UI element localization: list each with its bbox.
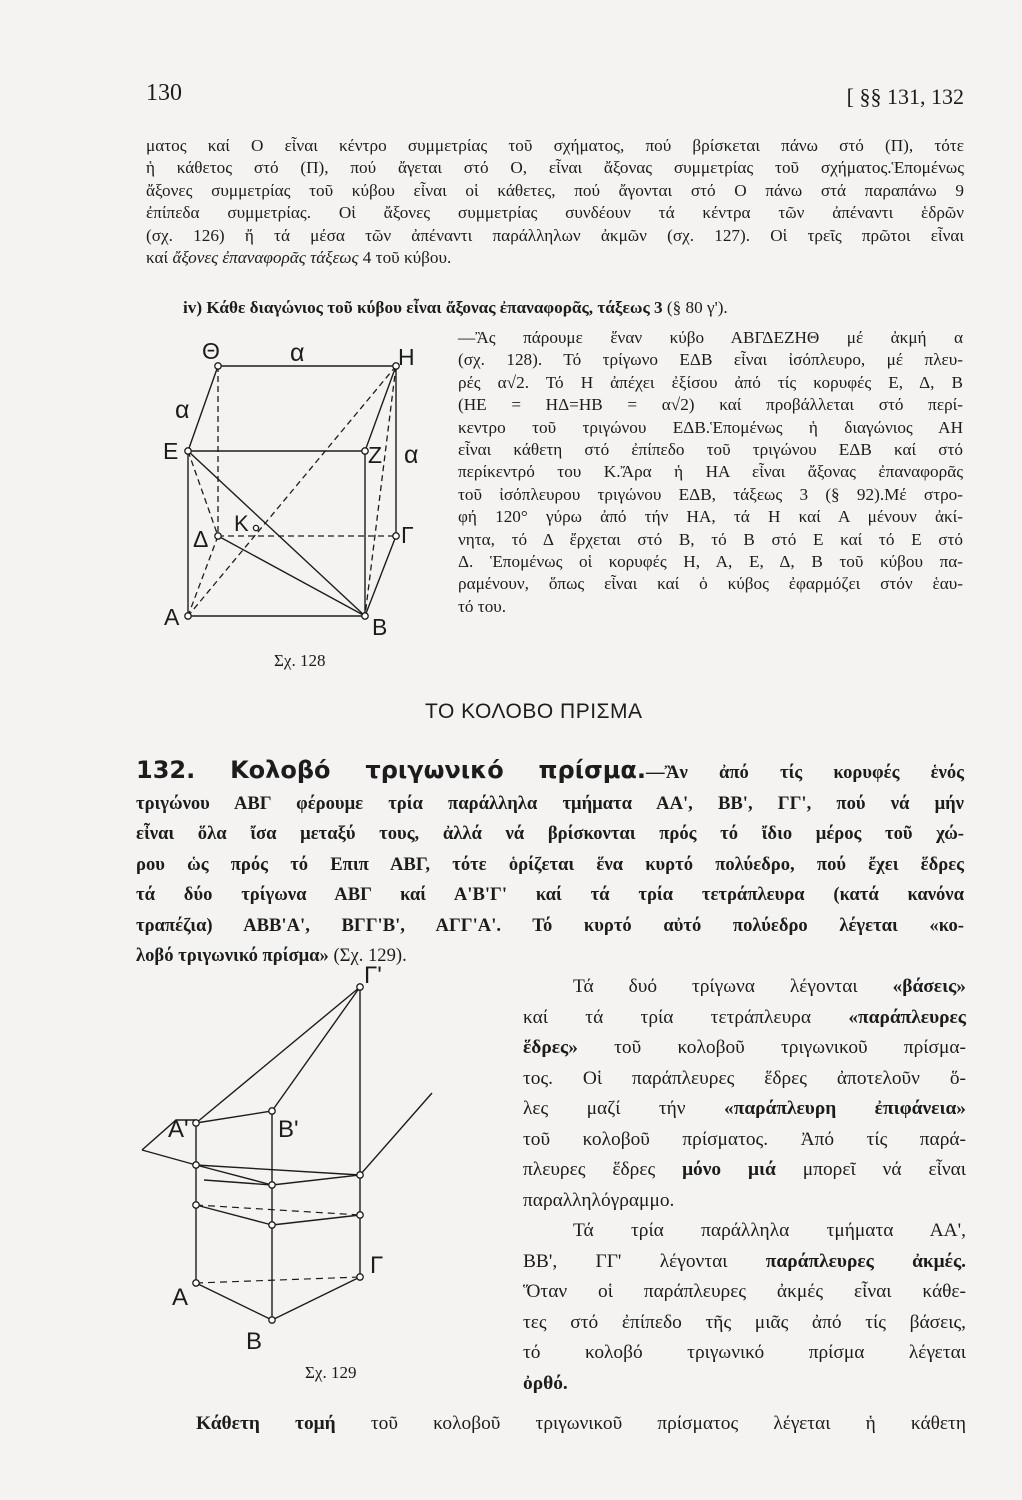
text-line: —Ἂς πάρουμε ἕναν κύβο ΑΒΓΔΕΖΗΘ μέ ἀκμή α: [458, 328, 963, 347]
text-line: ραμένουν, ὅπως εἶναι καί ὁ κύβος ἐφαρμόζει στόν ἑαυ-: [458, 574, 963, 594]
text-line: ρου ὡς πρός τό Επιπ ΑΒΓ, τότε ὁρίζεται ἕνα κυρτό πολύεδρο, πού ἔχει ἕδρες: [136, 853, 964, 875]
text-line: παραλληλόγραμμο.: [523, 1189, 675, 1211]
italic-term: ἄξονες ἐπαναφορᾶς τάξεως: [172, 248, 359, 268]
statement-iv-bold: iv) Κάθε διαγώνιος τοῦ κύβου εἶναι ἄξονας ἐπαναφορᾶς, τάξεως 3: [183, 298, 663, 317]
label-gamma: Γ: [401, 522, 414, 548]
section-132-title: 132. Κολοβό τριγωνικό πρίσμα.: [136, 756, 647, 784]
label-a: Α: [164, 604, 180, 630]
text-line: λες μαζί τήν «παράπλευρη ἐπιφάνεια»: [523, 1098, 966, 1119]
statement-iv: [183, 297, 964, 319]
text-line: κεντρο τοῦ τριγώνου ΕΔΒ.Ἑπομένως ἡ διαγώνιος ΑΗ: [458, 417, 963, 437]
text-line: ἐπίπεδα συμμετρίας. Οἱ ἄξονες συμμετρίας συνδέουν τά κέντρα τῶν ἀπέναντι ἑδρῶν: [146, 203, 964, 223]
label-epsilon: Ε: [163, 438, 179, 464]
last-line: [196, 1409, 966, 1440]
page-number: 130: [146, 80, 182, 106]
label-zeta: Ζ: [368, 442, 383, 468]
text-line: τες στό ἐπίπεδο τῆς μιᾶς ἀπό τίς βάσεις,: [523, 1311, 966, 1333]
text-line: Κάθετη τομή τοῦ κολοβοῦ τριγωνικοῦ πρίσματος λέγεται ἡ κάθετη: [196, 1413, 966, 1434]
text-line: Τά τρία παράλληλα τμήματα ΑΑ',: [573, 1220, 966, 1241]
text-line: ΒΒ', ΓΓ' λέγονται παράπλευρες ἀκμές.: [523, 1250, 966, 1272]
text-line: (σχ. 128). Τό τρίγωνο ΕΔΒ εἶναι ἰσόπλευρο, μέ πλευ-: [458, 350, 963, 370]
text-line: ρές α√2. Τό Η ἀπέχει ἐξίσου ἀπό τίς κορυφές Ε, Δ, Β: [458, 372, 963, 392]
label-eta: Η: [398, 344, 415, 370]
label-kappa: Κ: [234, 511, 249, 536]
text-line: εἶναι κάθετη στό ἐπίπεδο τοῦ τριγώνου ΕΔΒ καί στό: [458, 440, 963, 460]
statement-iv-ref: (§ 80 γ').: [662, 298, 728, 317]
label-b: Β: [246, 1328, 263, 1355]
figure-129-truncated-prism: [100, 962, 400, 1375]
text-line: νητα, τό Δ ἔρχεται στό Β, τό Β στό Ε καί τό Ε στό: [458, 529, 963, 549]
text-line: φή 120° γύρω ἀπό τήν ΗΑ, τά Η καί Α μένουν ἀκί-: [458, 507, 963, 527]
text-line: Ὅταν οἱ παράπλευρες ἀκμές εἶναι κάθε-: [523, 1281, 966, 1302]
paragraph-symmetry-axes: [146, 135, 964, 269]
section-reference: [ §§ 131, 132: [846, 84, 964, 109]
label-alpha-right: α: [404, 441, 419, 469]
label-theta: Θ: [202, 338, 220, 364]
figure-128-cube: [160, 335, 419, 665]
label-beta: Β: [372, 614, 388, 640]
text-line: περίκεντρό του Κ.Ἄρα ἡ ΗΑ εἶναι ἄξονας ἐπαναφορᾶς: [458, 462, 963, 482]
text-line: πλευρες ἕδρες μόνο μιά μπορεῖ νά εἶναι: [523, 1159, 966, 1180]
text-line: (σχ. 126) ἤ τά μέσα τῶν ἀπέναντι παράλληλων ἀκμῶν (σχ. 127). Οἱ τρεῖς πρῶτοι εἶναι: [146, 225, 964, 245]
text-line: τοῦ ἰσόπλευρου τριγώνου ΕΔΒ, τάξεως 3 (§ 92).Μέ στρο-: [458, 484, 963, 504]
text-line: 132. Κολοβό τριγωνικό πρίσμα.—Ἂν ἀπό τίς κορυφές ἑνός: [136, 756, 964, 784]
paragraph-prism-terms: [523, 972, 966, 1399]
label-alpha-left: α: [175, 396, 190, 424]
section-heading: ΤΟ ΚΟΛΟΒΟ ΠΡΙΣΜΑ: [425, 700, 643, 723]
text-line: ματος καί Ο εἶναι κέντρο συμμετρίας τοῦ σχήματος, πού βρίσκεται πάνω στό (Π), τότε: [146, 136, 964, 155]
section-132: [136, 755, 964, 972]
label-delta: Δ: [193, 526, 209, 552]
label-alpha-top: α: [290, 339, 305, 367]
figure-128-caption: Σχ. 128: [274, 651, 326, 670]
paragraph-diagonal-proof: [458, 327, 963, 618]
text-line: τοῦ κολοβοῦ πρίσματος. Ἀπό τίς παρά-: [523, 1128, 966, 1150]
text-line: τό του.: [458, 596, 507, 616]
text-line: ἄξονες συμμετρίας τοῦ κύβου εἶναι οἱ κάθετες, πού ἄγονται στό Ο πάνω στά παραπάνω 9: [146, 180, 964, 200]
text-line: ὀρθό.: [523, 1372, 568, 1394]
label-a: Α: [172, 1284, 189, 1311]
text-line: (ΗΕ = ΗΔ=ΗΒ = α√2) καί προβάλλεται στό περί-: [458, 395, 963, 415]
text-line: τραπέζια) ΑΒΒ'Α', ΒΓΓ'Β', ΑΓΓ'Α'. Τό κυρτό αὐτό πολύεδρο λέγεται «κο-: [136, 914, 964, 936]
text-line: εἶναι ὅλα ἴσα μεταξύ τους, ἀλλά νά βρίσκονται πρός τό ἴδιο μέρος τοῦ χώ-: [136, 823, 964, 844]
label-a-prime: Α': [168, 1116, 189, 1143]
text-line: Τά δυό τρίγωνα λέγονται «βάσεις»: [573, 976, 966, 997]
text-line: ἡ κάθετος στό (Π), πού ἄγεται στό Ο, εἶναι ἄξονας συμμετρίας τοῦ σχήματος.Ἑπομένως: [146, 158, 964, 178]
label-g: Γ: [370, 1252, 384, 1279]
text-line: καί ἄξονες ἐπαναφορᾶς τάξεως 4 τοῦ κύβου.: [146, 248, 452, 268]
text-line: τά δύο τρίγωνα ΑΒΓ καί Α'Β'Γ' καί τά τρία τετράπλευρα (κατά κανόνα: [136, 884, 964, 905]
label-b-prime: Β': [278, 1116, 299, 1143]
label-g-prime: Γ': [364, 962, 382, 989]
figure-129-caption: Σχ. 129: [305, 1363, 357, 1382]
text-line: λοβό τριγωνικό πρίσμα» (Σχ. 129).: [136, 945, 407, 966]
text-line: καί τά τρία τετράπλευρα «παράπλευρες: [523, 1006, 966, 1028]
text-line: τος. Οἱ παράπλευρες ἕδρες ἀποτελοῦν ὅ-: [523, 1067, 966, 1089]
text-line: Δ. Ἑπομένως οἱ κορυφές Η, Α, Ε, Δ, Β τοῦ κύβου πα-: [458, 552, 963, 572]
text-line: ἕδρες» τοῦ κολοβοῦ τριγωνικοῦ πρίσμα-: [523, 1037, 966, 1058]
text-line: τριγώνου ΑΒΓ φέρουμε τρία παράλληλα τμήματα ΑΑ', ΒΒ', ΓΓ', πού νά μήν: [136, 792, 964, 814]
text-line: τό κολοβό τριγωνικό πρίσμα λέγεται: [523, 1342, 966, 1363]
